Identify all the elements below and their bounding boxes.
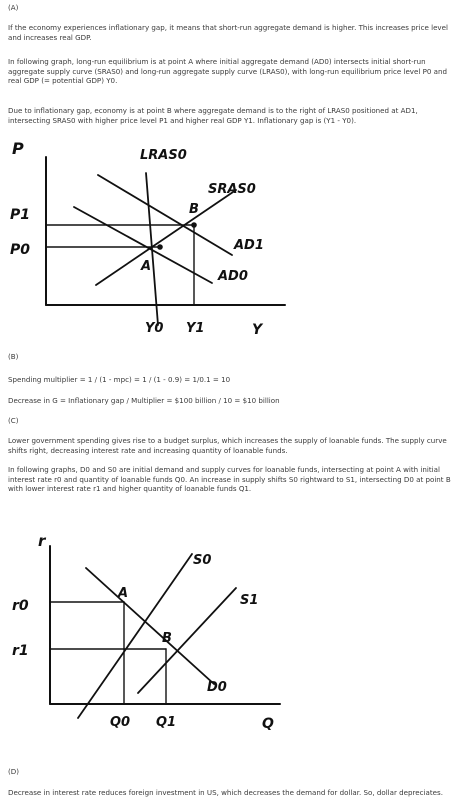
section-b-paragraph-2: Decrease in G = Inflationary gap / Multiplier = $100 billion / 10 = $10 billion [8, 396, 280, 405]
loanable-funds-graph [0, 528, 300, 760]
r0-label: r0 [12, 598, 29, 614]
y1-label: Y1 [186, 321, 205, 336]
section-b-label: (B) [8, 352, 19, 361]
interest-rate-axis-label: r [38, 532, 46, 550]
sras0-curve [96, 190, 236, 285]
point-b-marker [191, 222, 197, 228]
d0-curve [86, 568, 214, 684]
section-c-paragraph-1: Lower government spending gives rise to a budget surplus, which increases the supply of loanable funds. The supply curve shifts right, decreasing interest rate and increasing quantity of loanable funds. [8, 436, 447, 455]
q0-label: Q0 [110, 715, 131, 730]
quantity-axis-label: Q [262, 716, 274, 732]
q1-label: Q1 [156, 715, 177, 730]
section-b-paragraph-1: Spending multiplier = 1 / (1 - mpc) = 1 / (1 - 0.9) = 1/0.1 = 10 [8, 375, 231, 384]
point-a-label: A [118, 586, 129, 601]
section-d-paragraph-1: Decrease in interest rate reduces foreign investment in US, which decreases the demand for dollar. So, dollar depreciates. [8, 788, 443, 797]
r1-label: r1 [12, 643, 29, 659]
sras0-label: SRAS0 [208, 182, 256, 197]
d0-label: D0 [207, 680, 227, 695]
s0-curve [78, 554, 192, 718]
output-axis-label: Y [252, 322, 263, 338]
s0-label: S0 [193, 553, 212, 568]
s1-curve [138, 588, 236, 693]
section-a-paragraph-3: Due to inflationary gap, economy is at point B where aggregate demand is to the right of LRAS0 positioned at AD1, intersecting SRAS0 with higher price level P1 and higher real GDP Y1. Inflationary gap is (Y1 - Y0). [8, 106, 418, 125]
section-a-paragraph-2: In following graph, long-run equilibrium is at point A where initial aggregate demand (AD0) intersects initial short-run aggregate supply curve (SRAS0) and long-run aggregate supply curve (LRAS0), with long-run equilibrium price level P0 and real GDP (= potential GDP) Y0. [8, 57, 447, 86]
y0-label: Y0 [145, 321, 164, 336]
point-a-marker [157, 244, 163, 250]
section-d-label: (D) [8, 767, 19, 776]
price-axis-label: P [12, 139, 24, 158]
section-c-label: (C) [8, 416, 19, 425]
point-b-label: B [189, 202, 199, 217]
section-a-label: (A) [8, 3, 19, 12]
s1-label: S1 [240, 593, 259, 608]
p1-label: P1 [10, 207, 31, 223]
ad-as-graph [0, 135, 300, 345]
p0-label: P0 [10, 242, 31, 258]
ad1-label: AD1 [234, 238, 264, 253]
ad0-label: AD0 [218, 269, 248, 284]
point-a-label: A [141, 259, 152, 274]
section-c-paragraph-2: In following graphs, D0 and S0 are initial demand and supply curves for loanable funds, intersecting at point A with initial interest rate r0 and quantity of loanable funds Q0. An increase in supply shifts S0 rightward to S1, intersecting D0 at point B with lower interest rate r1 and higher quantity of loanable funds Q1. [8, 465, 451, 494]
section-a-paragraph-1: If the economy experiences inflationary gap, it means that short-run aggregate demand is higher. This increases price level and increases real GDP. [8, 23, 448, 42]
lras0-label: LRAS0 [140, 148, 187, 163]
point-b-label: B [162, 631, 172, 646]
